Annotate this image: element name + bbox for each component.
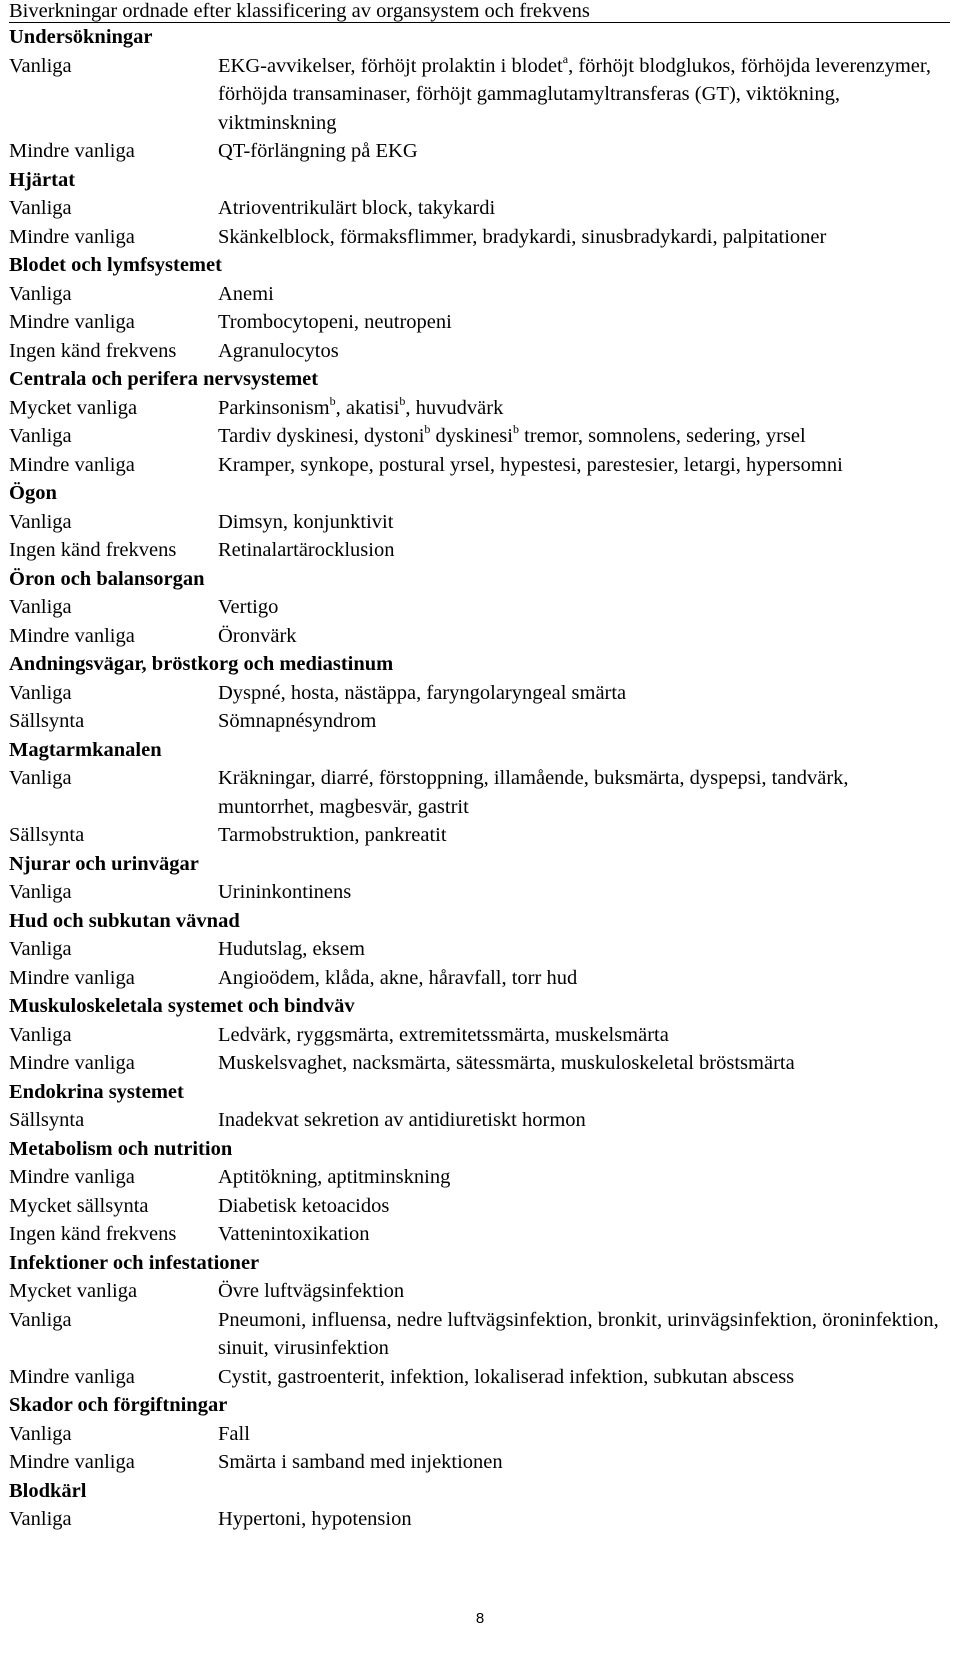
adverse-effects-text [218, 394, 949, 423]
frequency-label: Vanliga [9, 425, 72, 447]
section-heading: Centrala och perifera nervsystemet [9, 368, 319, 390]
frequency-label: Ingen känd frekvens [9, 1223, 177, 1245]
effects-text-part: , akatisi [335, 396, 400, 419]
frequency-label: Vanliga [9, 282, 72, 305]
frequency-label: Ingen känd frekvens [9, 339, 177, 362]
effects-text-part: Hudutslag, eksem [218, 938, 365, 960]
effects-text-part: Angioödem, klåda, akne, håravfall, torr hud [218, 966, 578, 989]
adverse-effects-text [218, 194, 949, 223]
adverse-effects-text [218, 280, 949, 309]
frequency-label: Sällsynta [9, 1109, 85, 1131]
effects-text-part: Muskelsvaghet, nacksmärta, sätessmärta, muskuloskeletal bröstsmärta [218, 1052, 795, 1074]
frequency-label: Sällsynta [9, 710, 85, 732]
adverse-effects-text [218, 1192, 949, 1221]
adverse-effects-text [218, 1363, 949, 1392]
section-heading: Metabolism och nutrition [9, 1137, 233, 1160]
adverse-effects-text [218, 1021, 949, 1050]
table-row [9, 622, 949, 651]
frequency-label: Mindre vanliga [9, 624, 135, 647]
frequency-label: Mindre vanliga [9, 1365, 135, 1388]
frequency-label: Vanliga [9, 1023, 72, 1046]
effects-text-part: Dimsyn, konjunktivit [218, 510, 394, 533]
frequency-label: Vanliga [9, 510, 72, 533]
adverse-effects-text [218, 308, 949, 337]
section-heading: Magtarmkanalen [9, 738, 162, 761]
table-row [9, 1420, 949, 1449]
frequency-label: Mycket vanliga [9, 396, 138, 419]
section-heading: Njurar och urinvägar [9, 852, 199, 875]
section-heading: Skador och förgiftningar [9, 1394, 228, 1416]
adverse-effects-text [218, 1420, 949, 1449]
effects-text-part: Pneumoni, influensa, nedre luftvägsinfektion, bronkit, urinvägsinfektion, öroninfektion, sinuit, virusinfektion [218, 1308, 939, 1359]
table-row [9, 451, 949, 480]
frequency-label: Vanliga [9, 767, 72, 789]
frequency-label: Vanliga [9, 1508, 72, 1530]
table-row [9, 593, 949, 622]
effects-text-part: EKG-avvikelser, förhöjt prolaktin i blodet [218, 54, 563, 77]
section-heading: Hud och subkutan vävnad [9, 909, 240, 932]
frequency-label: Mindre vanliga [9, 1451, 135, 1473]
table-row [9, 337, 949, 366]
frequency-label: Mindre vanliga [9, 140, 135, 162]
adverse-effects-text [218, 878, 949, 907]
section-heading: Infektioner och infestationer [9, 1251, 260, 1274]
adverse-effects-text [218, 1505, 949, 1534]
frequency-label: Vanliga [9, 596, 72, 618]
frequency-label: Mindre vanliga [9, 1166, 135, 1188]
adverse-effects-text [218, 964, 949, 993]
table-row [9, 1306, 949, 1363]
effects-text-part: Diabetisk ketoacidos [218, 1194, 390, 1217]
frequency-label: Vanliga [9, 1308, 72, 1331]
table-row [9, 1163, 949, 1192]
effects-text-part: Skänkelblock, förmaksflimmer, bradykardi, sinusbradykardi, palpitationer [218, 225, 827, 248]
adverse-effects-text [218, 1448, 949, 1477]
section-heading: Öron och balansorgan [9, 567, 205, 590]
frequency-label: Mindre vanliga [9, 453, 135, 476]
table-row [9, 536, 949, 565]
effects-text-part: Parkinsonism [218, 396, 330, 419]
frequency-label: Vanliga [9, 938, 72, 960]
adverse-effects-text [218, 679, 949, 708]
effects-text-part: , förhöjt blodglukos, förhöjda leverenzymer, förhöjda transaminaser, förhöjt gammaglutamyltransferas (GT), viktökning, viktminskning [218, 54, 932, 134]
document-page [9, 0, 949, 1534]
adverse-effects-text [218, 1306, 949, 1363]
adverse-effects-text [218, 337, 949, 366]
footnote-marker: b [329, 393, 336, 408]
table-row [9, 194, 949, 223]
effects-text-part: Smärta i samband med injektionen [218, 1451, 503, 1473]
adverse-effects-text [218, 223, 949, 252]
adverse-effects-text [218, 821, 949, 850]
effects-text-part: Hypertoni, hypotension [218, 1508, 412, 1530]
adverse-reactions-table [9, 23, 949, 1534]
frequency-label: Mindre vanliga [9, 225, 135, 248]
table-row [9, 1192, 949, 1221]
effects-text-part: Fall [218, 1422, 250, 1445]
effects-text-part: QT-förlängning på EKG [218, 140, 418, 162]
section-heading: Andningsvägar, bröstkorg och mediastinum [9, 653, 394, 675]
frequency-label: Mycket vanliga [9, 1280, 138, 1302]
effects-text-part: Aptitökning, aptitminskning [218, 1166, 451, 1188]
table-row [9, 508, 949, 537]
frequency-label: Vanliga [9, 1422, 72, 1445]
table-row [9, 679, 949, 708]
table-row [9, 1049, 949, 1078]
effects-text-part: Tardiv dyskinesi, dystoni [218, 425, 425, 447]
adverse-effects-text [218, 1163, 949, 1192]
adverse-effects-text [218, 935, 949, 964]
frequency-label: Ingen känd frekvens [9, 539, 177, 561]
section-heading: Endokrina systemet [9, 1080, 184, 1103]
table-row [9, 137, 949, 166]
table-row [9, 422, 949, 451]
effects-text-part: Sömnapnésyndrom [218, 710, 377, 732]
frequency-label: Vanliga [9, 881, 72, 903]
table-row [9, 280, 949, 309]
adverse-effects-text [218, 622, 949, 651]
adverse-effects-text [218, 137, 949, 166]
table-row [9, 1505, 949, 1534]
table-row [9, 1106, 949, 1135]
effects-text-part: Dyspné, hosta, nästäppa, faryngolaryngeal smärta [218, 681, 627, 704]
effects-text-part: Tarmobstruktion, pankreatit [218, 824, 447, 846]
effects-text-part: Öronvärk [218, 624, 297, 647]
effects-text-part: Kramper, synkope, postural yrsel, hypestesi, parestesier, letargi, hypersomni [218, 453, 843, 476]
table-row [9, 1363, 949, 1392]
footnote-marker: b [399, 393, 406, 408]
adverse-effects-text [218, 764, 949, 821]
section-heading: Blodet och lymfsystemet [9, 254, 222, 276]
table-row [9, 821, 949, 850]
adverse-effects-text [218, 1220, 949, 1249]
effects-text-part: Atrioventrikulärt block, takykardi [218, 197, 496, 219]
adverse-effects-text [218, 1049, 949, 1078]
effects-text-part: Anemi [218, 282, 274, 305]
table-row [9, 707, 949, 736]
effects-text-part: Agranulocytos [218, 339, 339, 362]
table-row [9, 308, 949, 337]
adverse-effects-text [218, 1277, 949, 1306]
frequency-label: Sällsynta [9, 824, 85, 846]
frequency-label: Vanliga [9, 197, 72, 219]
table-row [9, 935, 949, 964]
table-row [9, 764, 949, 821]
effects-text-part: Cystit, gastroenterit, infektion, lokaliserad infektion, subkutan abscess [218, 1365, 795, 1388]
table-row [9, 52, 949, 138]
frequency-label: Mindre vanliga [9, 311, 135, 333]
footnote-marker: b [424, 422, 431, 437]
footnote-marker: b [512, 422, 519, 437]
table-row [9, 1448, 949, 1477]
frequency-label: Vanliga [9, 54, 72, 77]
adverse-effects-text [218, 593, 949, 622]
page-number: 8 [475, 1610, 485, 1627]
frequency-label: Mindre vanliga [9, 966, 135, 989]
adverse-effects-text [218, 536, 949, 565]
section-heading: Undersökningar [9, 26, 153, 48]
frequency-label: Mindre vanliga [9, 1052, 135, 1074]
frequency-label: Mycket sällsynta [9, 1194, 149, 1217]
effects-text-part: Vertigo [218, 596, 279, 618]
adverse-effects-text [218, 508, 949, 537]
effects-text-part: Kräkningar, diarré, förstoppning, illamående, buksmärta, dyspepsi, tandvärk, muntorrhet, magbesvär, gastrit [218, 767, 849, 818]
effects-text-part: Urininkontinens [218, 881, 352, 903]
effects-text-part: , huvudvärk [405, 396, 504, 419]
effects-text-part: tremor, somnolens, sedering, yrsel [518, 425, 806, 447]
section-heading: Blodkärl [9, 1479, 87, 1502]
adverse-effects-text [218, 422, 949, 451]
effects-text-part: Övre luftvägsinfektion [218, 1280, 405, 1302]
effects-text-part: Vattenintoxikation [218, 1223, 370, 1245]
adverse-effects-text [218, 52, 949, 138]
table-row [9, 1220, 949, 1249]
adverse-effects-text [218, 1106, 949, 1135]
section-heading: Hjärtat [9, 168, 76, 191]
section-heading: Muskuloskeletala systemet och bindväv [9, 995, 355, 1017]
frequency-label: Vanliga [9, 681, 72, 704]
table-row [9, 1277, 949, 1306]
table-row [9, 964, 949, 993]
footnote-marker: a [562, 51, 569, 66]
table-row [9, 394, 949, 423]
table-row [9, 1021, 949, 1050]
effects-text-part: Retinalartärocklusion [218, 539, 395, 561]
effects-text-part: dyskinesi [430, 425, 513, 447]
table-row [9, 223, 949, 252]
adverse-effects-text [218, 707, 949, 736]
adverse-effects-text [218, 451, 949, 480]
table-row [9, 878, 949, 907]
effects-text-part: Trombocytopeni, neutropeni [218, 311, 452, 333]
section-heading: Ögon [9, 482, 57, 504]
effects-text-part: Inadekvat sekretion av antidiuretiskt hormon [218, 1109, 586, 1131]
table-title: Biverkningar ordnade efter klassificering av organsystem och frekvens [9, 0, 950, 23]
effects-text-part: Ledvärk, ryggsmärta, extremitetssmärta, muskelsmärta [218, 1023, 669, 1046]
